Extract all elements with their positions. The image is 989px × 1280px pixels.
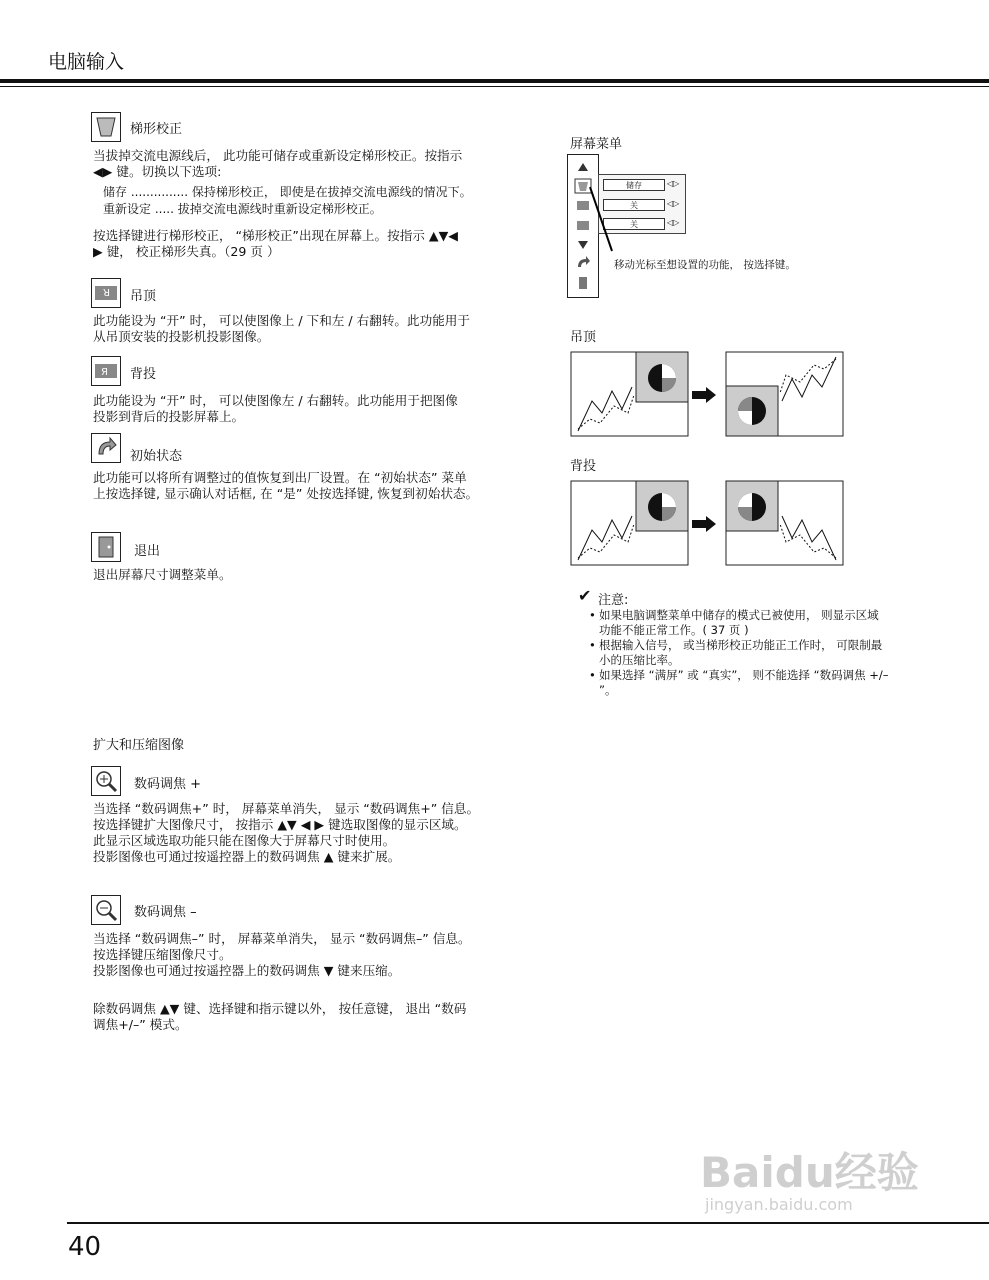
- menu-row-rear[interactable]: 关: [603, 218, 665, 230]
- menu-title: 屏幕菜单: [570, 137, 623, 152]
- note-item: • 根据输入信号， 或当梯形校正功能正工作时， 可限制最小的压缩比率。: [589, 638, 889, 668]
- header-rule: [0, 79, 989, 83]
- header-rule-thin: [0, 86, 989, 87]
- keystone-option-store: 储存 ............... 保持梯形校正， 即使是在拔掉交流电源线的情况下。: [103, 185, 472, 199]
- pointer-line: [588, 185, 618, 255]
- check-icon: ✔: [578, 586, 592, 605]
- note-item: • 如果选择 “满屏” 或 “真实”， 则不能选择 “数码调焦 +/– ”。: [589, 668, 889, 698]
- rear-icon: [91, 356, 121, 386]
- ceiling-icon: [91, 278, 121, 308]
- svg-text:Я: Я: [101, 367, 108, 378]
- note-list: [589, 608, 889, 698]
- rear-diagram-title: 背投: [570, 459, 597, 474]
- zoom-heading: 扩大和压缩图像: [93, 738, 185, 753]
- exit-label: 退出: [134, 544, 161, 559]
- zoom-in-icon: [91, 766, 121, 796]
- reset-desc: 此功能可以将所有调整过的值恢复到出厂设置。在 “初始状态” 菜单 上按选择键, 显示确认对话框, 在 “是” 处按选择键, 恢复到初始状态。: [93, 470, 479, 501]
- page-title: 电脑输入: [48, 51, 125, 73]
- menu-row-store[interactable]: 储存: [603, 179, 665, 191]
- reset-label: 初始状态: [130, 449, 183, 464]
- zoom-out-icon: [91, 895, 121, 925]
- menu-hint: 移动光标至想设置的功能， 按选择键。: [614, 259, 796, 271]
- watermark-logo: Baidu经验: [700, 1148, 919, 1197]
- ceiling-desc: 此功能设为 “开” 时， 可以使图像上 / 下和左 / 右翻转。此功能用于 从吊顶安装的投影机投影图像。: [93, 313, 470, 344]
- menu-row-ceiling[interactable]: 关: [603, 199, 665, 211]
- zoom-exit-desc: 除数码调焦 ▲▼ 键、选择键和指示键以外， 按任意键， 退出 “数码 调焦+/–” 模式。: [93, 1001, 467, 1032]
- arrow-icon: ◁▷: [667, 218, 680, 227]
- keystone-desc-2: 按选择键进行梯形校正， “梯形校正”出现在屏幕上。按指示 ▲▼◀ ▶ 键， 校正梯形失真。（29 页 ）: [93, 228, 458, 259]
- keystone-desc: 当拔掉交流电源线后， 此功能可储存或重新设定梯形校正。按指示 ◀▶ 键。切换以下选项:: [93, 148, 463, 179]
- exit-desc: 退出屏幕尺寸调整菜单。: [93, 567, 232, 582]
- note-item: • 如果电脑调整菜单中储存的模式已被使用， 则显示区域功能不能正常工作。( 37 页 ): [589, 608, 889, 638]
- watermark-url: jingyan.baidu.com: [705, 1195, 853, 1214]
- arrow-icon: ◁▷: [667, 199, 680, 208]
- svg-text:R: R: [103, 286, 110, 297]
- rear-diagram: [570, 480, 890, 568]
- ceiling-diagram: [570, 351, 890, 439]
- rear-label: 背投: [130, 367, 157, 382]
- footer-rule: [67, 1222, 989, 1224]
- exit-icon: [91, 532, 121, 562]
- reset-icon: [91, 433, 121, 463]
- ceiling-label: 吊顶: [130, 289, 157, 304]
- zoom-out-label: 数码调焦 –: [134, 905, 197, 920]
- rear-desc: 此功能设为 “开” 时， 可以使图像左 / 右翻转。此功能用于把图像 投影到背后的投影屏幕上。: [93, 393, 458, 424]
- page-number: 40: [68, 1232, 102, 1262]
- zoom-out-desc: 当选择 “数码调焦–” 时， 屏幕菜单消失， 显示 “数码调焦–” 信息。 按选择键压缩图像尺寸。 投影图像也可通过按遥控器上的数码调焦 ▼ 键来压缩。: [93, 931, 471, 978]
- arrow-icon: ◁▷: [667, 179, 680, 188]
- keystone-option-reset: 重新设定 ..... 拔掉交流电源线时重新设定梯形校正。: [103, 202, 382, 216]
- keystone-icon: [91, 112, 121, 142]
- zoom-in-desc: 当选择 “数码调焦+” 时， 屏幕菜单消失， 显示 “数码调焦+” 信息。 按选择键扩大图像尺寸， 按指示 ▲▼ ◀ ▶ 键选取图像的显示区域。 此显示区域选取功能只能在图像大于屏幕尺寸时使用。 投影图像也可通过按遥控器上的数码调焦 ▲ 键来扩展。: [93, 801, 480, 864]
- ceiling-diagram-title: 吊顶: [570, 330, 597, 345]
- note-title: 注意:: [598, 593, 629, 608]
- zoom-in-label: 数码调焦 +: [134, 777, 202, 792]
- keystone-label: 梯形校正: [130, 122, 183, 137]
